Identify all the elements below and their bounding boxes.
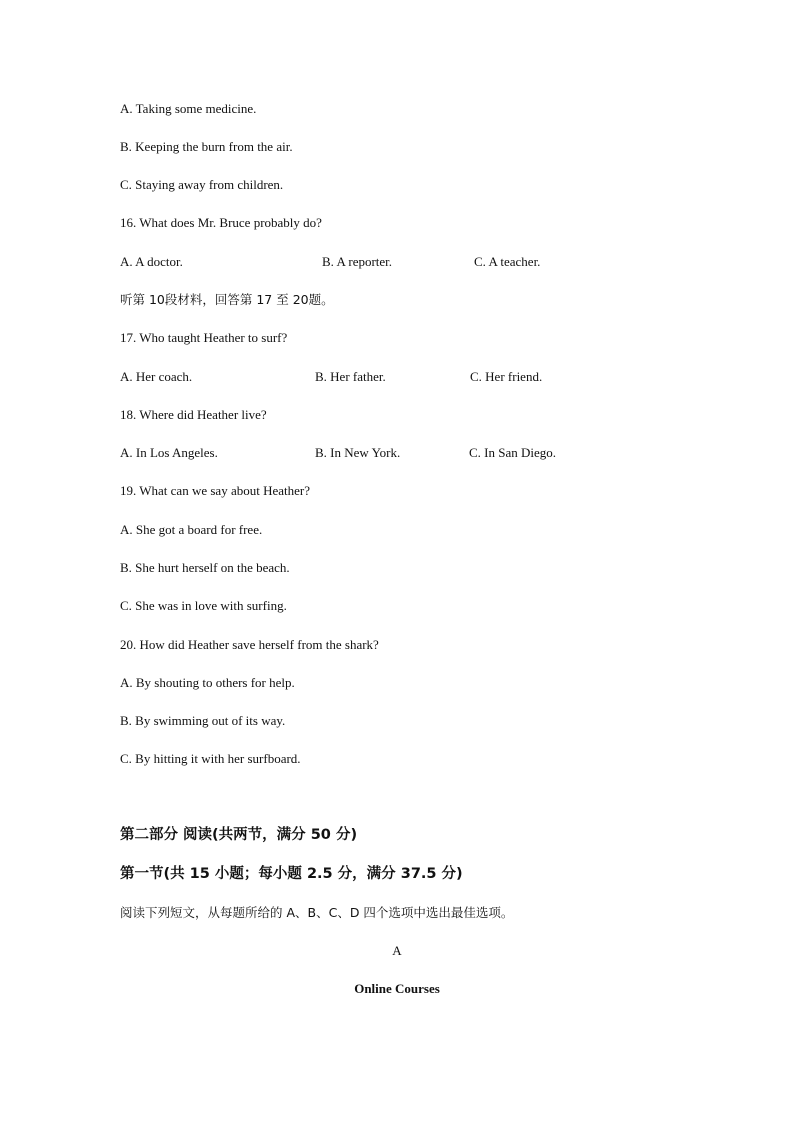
q20-option-c: C. By hitting it with her surfboard. xyxy=(120,751,301,766)
q20-option-a: A. By shouting to others for help. xyxy=(120,675,295,690)
q19-option-b: B. She hurt herself on the beach. xyxy=(120,560,290,575)
passage10-instruction: 听第 10段材料，回答第 17 至 20题。 xyxy=(120,292,334,307)
reading-part-title: 第二部分 阅读(共两节，满分 50 分) xyxy=(120,827,358,843)
q16-option-a: A. A doctor. xyxy=(120,254,183,269)
q19-option-c: C. She was in love with surfing. xyxy=(120,598,287,613)
q18-question: 18. Where did Heather live? xyxy=(120,407,267,422)
q17-option-c: C. Her friend. xyxy=(470,369,543,384)
reading-instruction: 阅读下列短文，从每题所给的 A、B、C、D 四个选项中选出最佳选项。 xyxy=(120,905,514,920)
q18-option-c: C. In San Diego. xyxy=(469,445,557,460)
q20-question: 20. How did Heather save herself from the shark? xyxy=(120,637,379,652)
reading-section-title: 第一节(共 15 小题；每小题 2.5 分，满分 37.5 分) xyxy=(120,866,463,882)
q19-option-a: A. She got a board for free. xyxy=(120,522,263,537)
q18-option-b: B. In New York. xyxy=(315,445,401,460)
q15-option-c: C. Staying away from children. xyxy=(120,177,284,192)
q20-option-b: B. By swimming out of its way. xyxy=(120,713,286,728)
passage-letter: A xyxy=(392,943,402,958)
q17-question: 17. Who taught Heather to surf? xyxy=(120,330,288,345)
q18-option-a: A. In Los Angeles. xyxy=(120,445,218,460)
q16-question: 16. What does Mr. Bruce probably do? xyxy=(120,215,322,230)
q16-option-b: B. A reporter. xyxy=(322,254,393,269)
q16-option-c: C. A teacher. xyxy=(474,254,541,269)
q17-option-b: B. Her father. xyxy=(315,369,386,384)
q17-option-a: A. Her coach. xyxy=(120,369,193,384)
q19-question: 19. What can we say about Heather? xyxy=(120,483,310,498)
q15-option-a: A. Taking some medicine. xyxy=(120,101,257,116)
passage-title: Online Courses xyxy=(354,981,440,996)
q15-option-b: B. Keeping the burn from the air. xyxy=(120,139,293,154)
